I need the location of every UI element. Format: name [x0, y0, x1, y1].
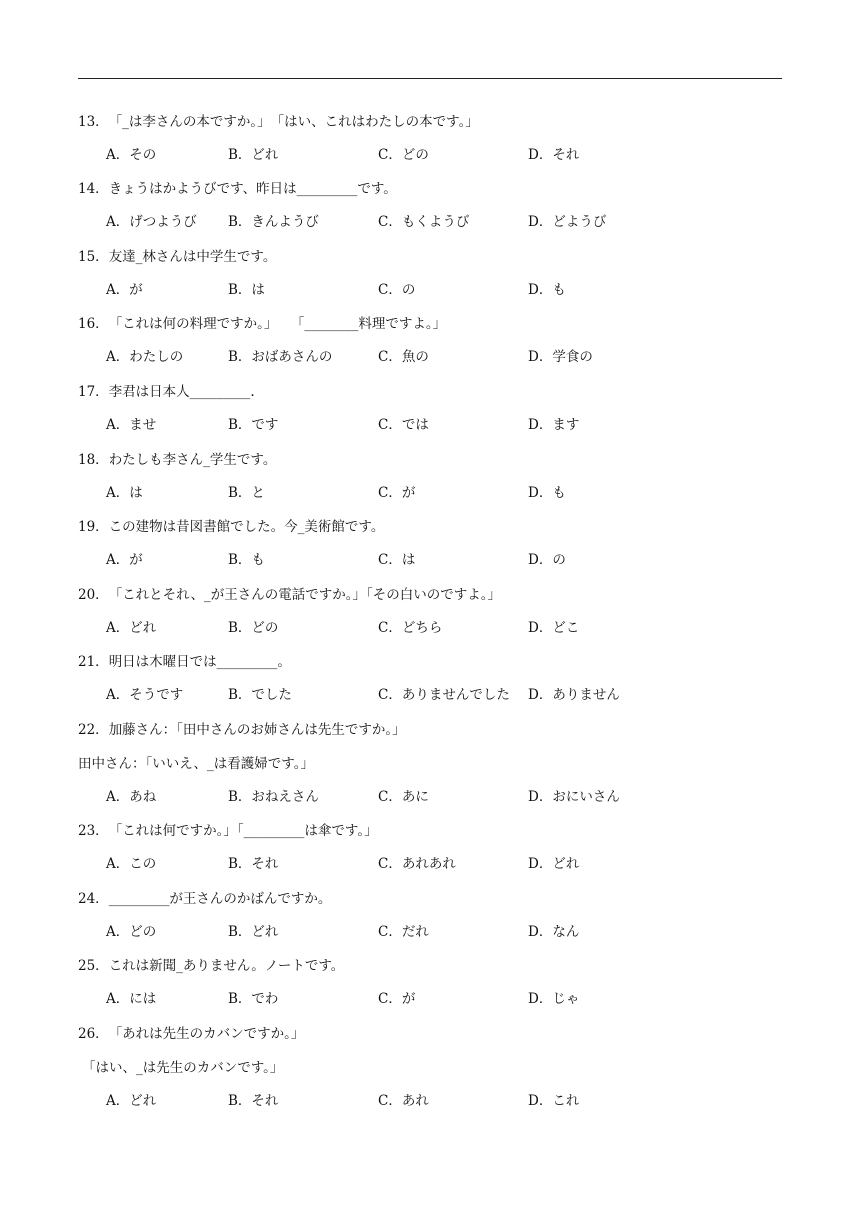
- option-b[interactable]: B．でわ: [228, 991, 279, 1007]
- option-c[interactable]: C．魚の: [378, 349, 429, 365]
- option-c[interactable]: C．どの: [378, 147, 429, 163]
- option-b[interactable]: B．どれ: [228, 924, 279, 940]
- question-number: 14．: [78, 181, 109, 197]
- option-d[interactable]: D．どこ: [528, 620, 580, 636]
- question-text: 「_は李さんの本ですか。」 「はい、これはわたしの本です。」: [108, 114, 479, 130]
- question-26-continuation: 「はい、_は先生のカバンです。」: [82, 1060, 284, 1076]
- question-text: _________が王さんのかばんですか。: [108, 891, 332, 907]
- option-c[interactable]: C．が: [378, 485, 416, 501]
- question-text: わたしも李さん_学生です。: [108, 452, 277, 468]
- question-text: 「これとそれ、_が王さんの電話ですか。」「その白いのですよ。」: [108, 587, 501, 603]
- question-19: [78, 518, 384, 536]
- question-number: 15．: [78, 249, 109, 265]
- question-text: 友達_林さんは中学生です。: [108, 249, 277, 265]
- option-d[interactable]: D．なん: [528, 924, 580, 940]
- option-a[interactable]: A．ませ: [106, 417, 157, 433]
- question-text: 明日は木曜日では_________。: [108, 654, 291, 670]
- question-number: 25．: [78, 958, 109, 974]
- question-20: [78, 586, 501, 604]
- option-c[interactable]: C．あに: [378, 789, 429, 805]
- option-a[interactable]: A．が: [106, 282, 143, 298]
- option-a[interactable]: A．どの: [106, 924, 157, 940]
- question-number: 21．: [78, 654, 109, 670]
- question-number: 20．: [78, 587, 109, 603]
- option-d[interactable]: D．も: [528, 485, 566, 501]
- question-15: [78, 248, 276, 266]
- option-b[interactable]: B．それ: [228, 1093, 279, 1109]
- option-a[interactable]: A．その: [106, 147, 157, 163]
- question-number: 13．: [78, 114, 109, 130]
- option-b[interactable]: B．でした: [228, 687, 292, 703]
- option-c[interactable]: C．の: [378, 282, 416, 298]
- option-c[interactable]: C．もくようび: [378, 214, 470, 230]
- question-number: 19．: [78, 519, 109, 535]
- option-c[interactable]: C．が: [378, 991, 416, 1007]
- option-b[interactable]: B．きんようび: [228, 214, 319, 230]
- question-24: [78, 890, 331, 908]
- question-17: [78, 383, 255, 401]
- option-a[interactable]: A．この: [106, 856, 157, 872]
- question-16: [78, 315, 446, 333]
- question-text: 「これは何の料理ですか。」 「________料理ですよ。」: [108, 316, 447, 332]
- option-a[interactable]: A．あね: [106, 789, 157, 805]
- option-a[interactable]: A．げつようび: [106, 214, 197, 230]
- option-b[interactable]: B．です: [228, 417, 279, 433]
- question-21: [78, 653, 291, 671]
- option-c[interactable]: C．では: [378, 417, 429, 433]
- question-text: 李君は日本人_________.: [108, 384, 255, 400]
- option-d[interactable]: D．じゃ: [528, 991, 580, 1007]
- option-a[interactable]: A．どれ: [106, 620, 157, 636]
- option-d[interactable]: D．の: [528, 552, 566, 568]
- question-26: [78, 1025, 304, 1043]
- option-d[interactable]: D．それ: [528, 147, 580, 163]
- question-number: 16．: [78, 316, 109, 332]
- option-c[interactable]: C．だれ: [378, 924, 429, 940]
- question-22-continuation: 田中さん：「いいえ、_は看護婦です。」: [78, 756, 314, 772]
- option-b[interactable]: B．おねえさん: [228, 789, 319, 805]
- question-number: 18．: [78, 452, 109, 468]
- question-22: [78, 721, 406, 739]
- option-c[interactable]: C．どちら: [378, 620, 443, 636]
- option-b[interactable]: B．それ: [228, 856, 279, 872]
- question-text: この建物は昔図書館でした。今_美術館です。: [108, 519, 385, 535]
- option-c[interactable]: C．あれ: [378, 1093, 429, 1109]
- question-text: 「これは何ですか。」「_________は傘です。」: [108, 823, 378, 839]
- option-a[interactable]: A．そうです: [106, 687, 184, 703]
- question-text: 「あれは先生のカバンですか。」: [108, 1026, 305, 1042]
- option-d[interactable]: D．ありません: [528, 687, 620, 703]
- option-d[interactable]: D．学食の: [528, 349, 593, 365]
- option-b[interactable]: B．と: [228, 485, 265, 501]
- question-number: 17．: [78, 384, 109, 400]
- question-14: [78, 180, 397, 198]
- option-d[interactable]: D．も: [528, 282, 566, 298]
- option-d[interactable]: D．おにいさん: [528, 789, 620, 805]
- question-number: 22．: [78, 722, 109, 738]
- question-25: [78, 957, 344, 975]
- option-d[interactable]: D．ます: [528, 417, 580, 433]
- option-a[interactable]: A．には: [106, 991, 157, 1007]
- option-b[interactable]: B．どの: [228, 620, 279, 636]
- option-a[interactable]: A．は: [106, 485, 143, 501]
- option-d[interactable]: D．これ: [528, 1093, 580, 1109]
- option-b[interactable]: B．おばあさんの: [228, 349, 333, 365]
- question-number: 26．: [78, 1026, 109, 1042]
- question-13: [78, 113, 479, 131]
- option-c[interactable]: C．あれあれ: [378, 856, 456, 872]
- question-23: [78, 822, 378, 840]
- question-number: 23．: [78, 823, 109, 839]
- option-a[interactable]: A．が: [106, 552, 143, 568]
- header-rule: [78, 78, 782, 79]
- question-text: 加藤さん：「田中さんのお姉さんは先生ですか。」: [108, 722, 406, 738]
- option-d[interactable]: D．どようび: [528, 214, 607, 230]
- question-text: きょうはかようびです、昨日は_________です。: [108, 181, 397, 197]
- question-text: これは新聞_ありません。ノートです。: [108, 958, 345, 974]
- question-18: [78, 451, 276, 469]
- option-a[interactable]: A．どれ: [106, 1093, 157, 1109]
- option-a[interactable]: A．わたしの: [106, 349, 184, 365]
- option-b[interactable]: B．どれ: [228, 147, 279, 163]
- option-b[interactable]: B．も: [228, 552, 265, 568]
- option-c[interactable]: C．は: [378, 552, 416, 568]
- question-number: 24．: [78, 891, 109, 907]
- option-c[interactable]: C．ありませんでした: [378, 687, 510, 703]
- option-d[interactable]: D．どれ: [528, 856, 580, 872]
- option-b[interactable]: B．は: [228, 282, 265, 298]
